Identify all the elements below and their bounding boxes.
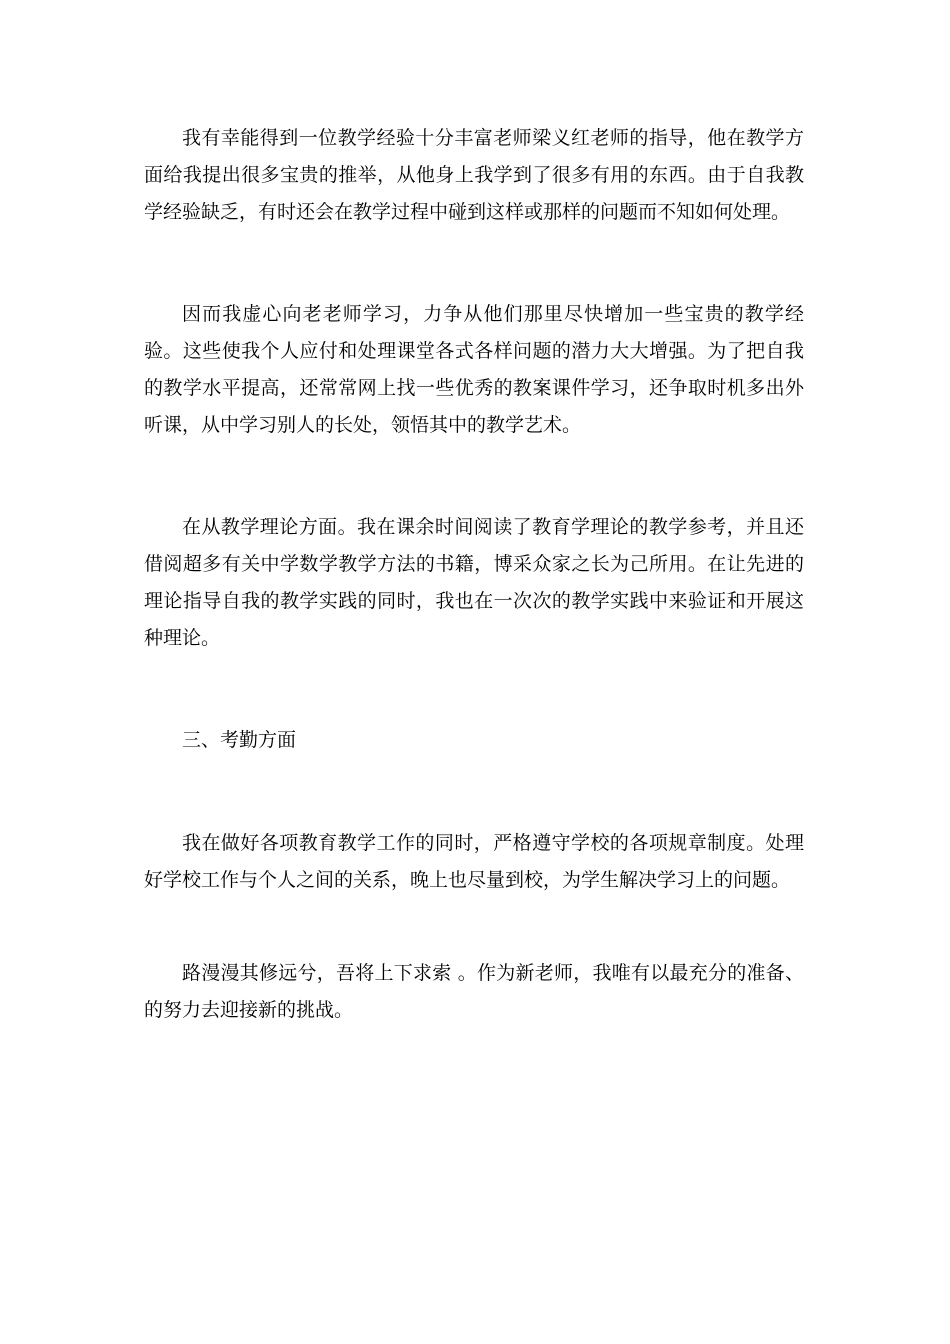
paragraph-closing: 路漫漫其修远兮，吾将上下求索 。作为新老师，我唯有以最充分的准备、的努力去迎接新的挑战。 — [144, 962, 804, 1021]
paragraph-learning-from-teachers: 因而我虚心向老老师学习，力争从他们那里尽快增加一些宝贵的教学经验。这些使我个人应付和处理课堂各式各样问题的潜力大大增强。为了把自我的教学水平提高，还常常网上找一些优秀的教案课件学习，还争取时机多出外听课，从中学习别人的长处，领悟其中的教学艺术。 — [144, 303, 804, 436]
paragraph-mentor-guidance: 我有幸能得到一位教学经验十分丰富老师梁义红老师的指导，他在教学方面给我提出很多宝贵的推举，从他身上我学到了很多有用的东西。由于自我教学经验缺乏，有时还会在教学过程中碰到这样或那样的问题而不知如何处理。 — [144, 127, 804, 223]
paragraph-teaching-theory: 在从教学理论方面。我在课余时间阅读了教育学理论的教学参考，并且还借阅超多有关中学数学教学方法的书籍，博采众家之长为己所用。在让先进的理论指导自我的教学实践的同时，我也在一次次的教学实践中来验证和开展这种理论。 — [144, 516, 804, 649]
section-heading-attendance: 三、考勤方面 — [182, 729, 297, 751]
paragraph-attendance: 我在做好各项教育教学工作的同时，严格遵守学校的各项规章制度。处理好学校工作与个人之间的关系，晚上也尽量到校，为学生解决学习上的问题。 — [144, 832, 804, 891]
